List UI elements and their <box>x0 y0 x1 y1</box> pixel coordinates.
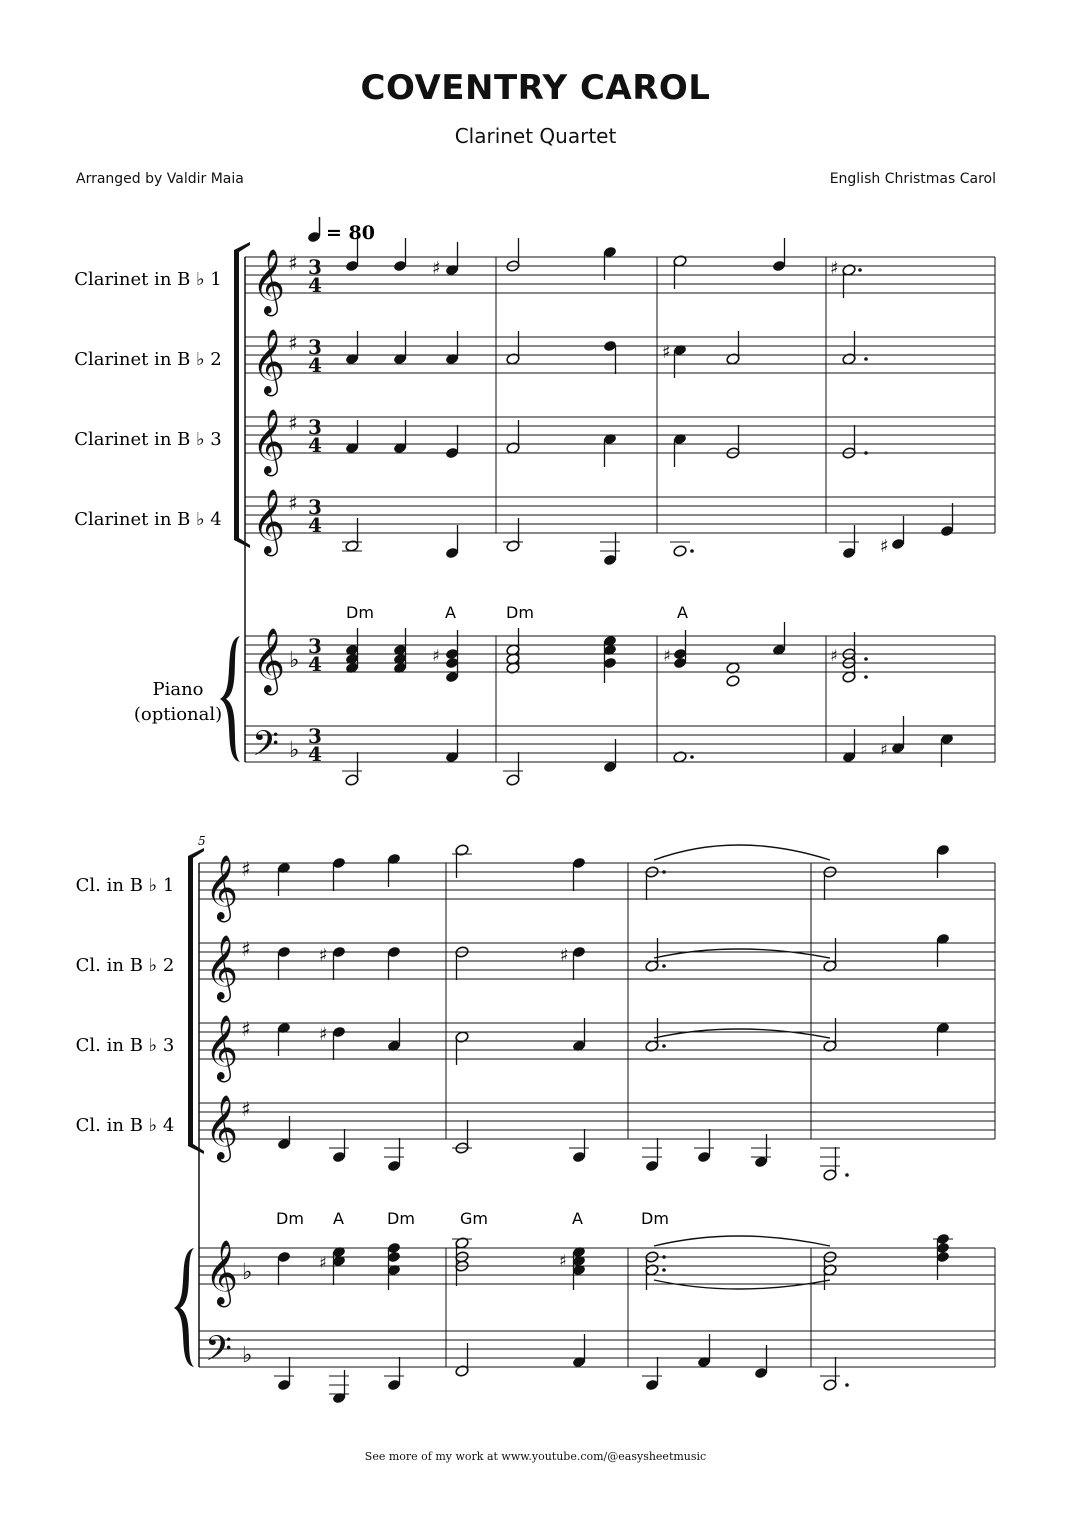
staff-label-clarinet-3: Cl. in B ♭ 3 <box>75 1035 175 1056</box>
notes-clarinet-4 <box>342 503 954 566</box>
tie <box>654 1236 830 1246</box>
staff-label-clarinet-2: Clarinet in B ♭ 2 <box>74 349 222 370</box>
barlines-system-1 <box>496 257 995 762</box>
staff-label-clarinet-3: Clarinet in B ♭ 3 <box>74 429 222 450</box>
sharp-icon: ♯ <box>319 1253 327 1272</box>
footer-note: See more of my work at www.youtube.com/@easysheetmusic <box>364 1450 707 1463</box>
chord-symbol: Dm <box>506 603 534 622</box>
staff-lines-system-2 <box>199 863 995 1367</box>
svg-text:3: 3 <box>308 335 322 359</box>
treble-clef-icon: 𝄞 <box>252 249 286 314</box>
staff-label-clarinet-2: Cl. in B ♭ 2 <box>75 955 175 976</box>
notes-clarinet-4 <box>277 1116 849 1181</box>
staff-label-clarinet-4: Cl. in B ♭ 4 <box>75 1115 175 1136</box>
sharp-icon: ♯ <box>241 1017 251 1041</box>
sharp-icon: ♯ <box>559 1251 567 1270</box>
tempo-marking <box>307 217 375 244</box>
tie <box>654 845 830 860</box>
svg-text:4: 4 <box>308 513 322 537</box>
notes-piano-bass-2 <box>274 1334 849 1404</box>
chord-symbol: Dm <box>387 1209 415 1228</box>
svg-text:3: 3 <box>308 634 322 658</box>
notes-clarinet-2 <box>277 933 950 980</box>
treble-clef-icon: 𝄞 <box>252 628 286 693</box>
bass-clef-icon: 𝄢 <box>252 723 280 772</box>
staff-label-piano: Piano <box>152 679 204 700</box>
sharp-icon: ♯ <box>319 1024 328 1045</box>
sharp-icon: ♯ <box>288 491 298 515</box>
staff-clarinet-4 <box>199 1103 995 1139</box>
sharp-icon: ♯ <box>880 740 888 759</box>
piano-brace <box>220 636 240 762</box>
barlines-system-2 <box>446 863 995 1367</box>
staff-label-clarinet-1: Clarinet in B ♭ 1 <box>74 269 222 290</box>
svg-text:4: 4 <box>308 652 322 676</box>
sharp-icon: ♯ <box>432 258 441 279</box>
tempo-text: = 80 <box>326 222 375 244</box>
score-title: COVENTRY CAROL <box>360 68 711 108</box>
flat-icon: ♭ <box>242 1260 253 1285</box>
sharp-icon: ♯ <box>288 331 298 355</box>
svg-text:4: 4 <box>308 433 322 457</box>
notes-piano-treble-1 <box>345 622 868 687</box>
notes-clarinet-1 <box>345 238 862 298</box>
sharp-icon: ♯ <box>288 251 298 275</box>
treble-clef-icon: 𝄞 <box>252 329 286 394</box>
clefs-system-1 <box>252 249 299 772</box>
chord-symbol: A <box>333 1209 344 1228</box>
sharp-icon: ♯ <box>830 258 839 279</box>
system-1 <box>74 217 995 786</box>
flat-icon: ♭ <box>289 648 300 673</box>
staff-clarinet-1 <box>199 863 995 899</box>
clefs-system-2 <box>205 855 252 1377</box>
measure-number: 5 <box>198 834 206 848</box>
sharp-icon: ♯ <box>830 646 838 665</box>
staff-label-clarinet-4: Clarinet in B ♭ 4 <box>74 509 222 530</box>
system-2 <box>76 834 995 1404</box>
chord-symbol: A <box>445 603 456 622</box>
sharp-icon: ♯ <box>319 945 328 966</box>
treble-clef-icon: 𝄞 <box>205 935 239 1000</box>
svg-text:4: 4 <box>308 742 322 766</box>
sharp-icon: ♯ <box>241 1097 251 1121</box>
treble-clef-icon: 𝄞 <box>205 1240 239 1305</box>
treble-clef-icon: 𝄞 <box>252 409 286 474</box>
notes-piano-bass-1 <box>342 716 954 786</box>
flat-icon: ♭ <box>242 1343 253 1368</box>
tie <box>654 949 830 958</box>
ensemble-bracket <box>188 848 204 1154</box>
sharp-icon: ♯ <box>662 342 671 363</box>
treble-clef-icon: 𝄞 <box>205 855 239 920</box>
staff-label-piano-optional: (optional) <box>133 704 223 725</box>
svg-text:3: 3 <box>308 415 322 439</box>
sharp-icon: ♯ <box>560 945 569 966</box>
bass-clef-icon: 𝄢 <box>205 1328 233 1377</box>
chord-symbol: Dm <box>346 603 374 622</box>
arranger-credit: Arranged by Valdir Maia <box>76 171 244 187</box>
staff-piano-bass <box>199 1331 995 1367</box>
sharp-icon: ♯ <box>663 646 671 665</box>
notes-piano-treble-2 <box>277 1233 953 1290</box>
svg-text:4: 4 <box>308 273 322 297</box>
sharp-icon: ♯ <box>241 937 251 961</box>
treble-clef-icon: 𝄞 <box>205 1015 239 1080</box>
score-subtitle: Clarinet Quartet <box>454 124 617 148</box>
chord-symbol: A <box>572 1209 583 1228</box>
treble-clef-icon: 𝄞 <box>205 1095 239 1160</box>
svg-text:4: 4 <box>308 353 322 377</box>
ensemble-bracket <box>234 242 250 548</box>
piano-brace <box>174 1248 194 1367</box>
treble-clef-icon: 𝄞 <box>252 489 286 554</box>
svg-text:3: 3 <box>308 255 322 279</box>
tie <box>654 1029 830 1038</box>
sharp-icon: ♯ <box>432 646 440 665</box>
flat-icon: ♭ <box>289 738 300 763</box>
composer-credit: English Christmas Carol <box>829 171 996 187</box>
chord-symbol: Dm <box>276 1209 304 1228</box>
time-signatures-system-1 <box>308 255 322 766</box>
svg-text:3: 3 <box>308 495 322 519</box>
staff-label-clarinet-1: Cl. in B ♭ 1 <box>75 875 175 896</box>
chord-symbol: Gm <box>460 1209 488 1228</box>
chord-symbol: Dm <box>641 1209 669 1228</box>
svg-text:3: 3 <box>308 724 322 748</box>
sharp-icon: ♯ <box>241 857 251 881</box>
sharp-icon: ♯ <box>880 536 889 557</box>
chord-symbol: A <box>677 603 688 622</box>
sharp-icon: ♯ <box>288 411 298 435</box>
